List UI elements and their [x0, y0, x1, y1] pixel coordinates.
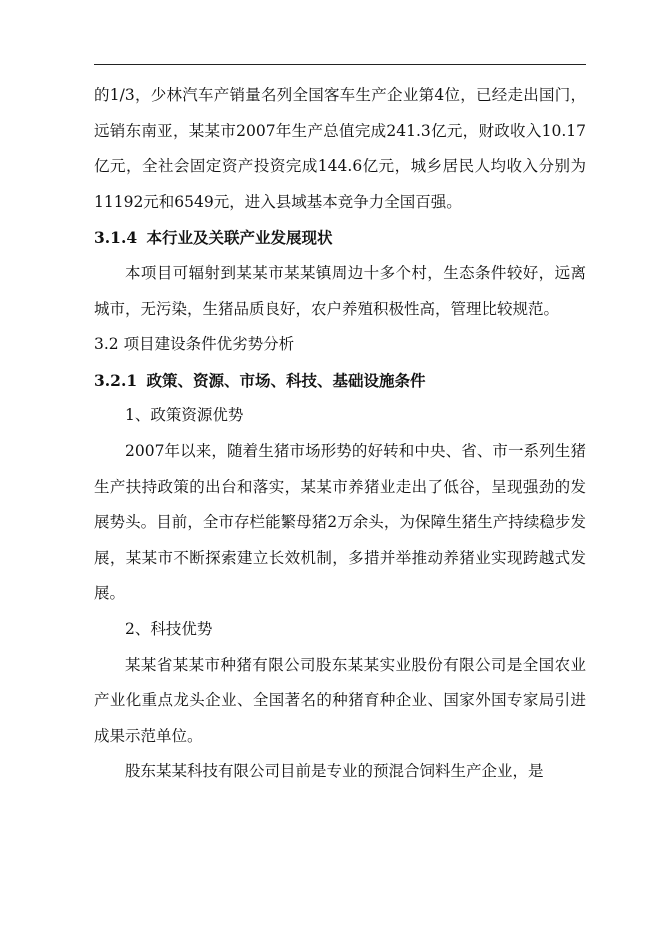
- heading-number: 3.1.4: [94, 228, 138, 248]
- list-item-technology: 2、科技优势: [125, 619, 213, 638]
- paragraph-policy: 2007年以来，随着生猪市场形势的好转和中央、省、市一系列生猪生产扶持政策的出台和落实，某某市养猪业走出了低谷，呈现强劲的发展势头。目前，全市存栏能繁母猪2万余头，为保障生猪生产持续稳步发展，某某市不断探索建立长效机制，多措并举推动养猪业实现跨越式发展。: [94, 441, 586, 603]
- heading-number: 3.2.1: [94, 370, 138, 390]
- paragraph-industry-status: 本项目可辐射到某某市某某镇周边十多个村，生态条件较好，远离城市，无污染，生猪品质良好，农户养殖积极性高，管理比较规范。: [94, 263, 586, 318]
- list-item-policy: 1、政策资源优势: [125, 406, 244, 425]
- paragraph-technology-2: 股东某某科技有限公司目前是专业的预混合饲料生产企业，是: [125, 762, 544, 781]
- paragraph-technology-1: 某某省某某市种猪有限公司股东某某实业股份有限公司是全国农业产业化重点龙头企业、全国著名的种猪育种企业、国家外国专家局引进成果示范单位。: [94, 655, 586, 745]
- heading-3-2: 3.2 项目建设条件优劣势分析: [94, 335, 295, 354]
- heading-3-1-4: [94, 220, 586, 256]
- paragraph-economy: 的1/3，少林汽车产销量名列全国客车生产企业第4位，已经走出国门，远销东南亚，某某市2007年生产总值完成241.3亿元，财政收入10.17亿元，全社会固定资产投资完成144.6亿元，城乡居民人均收入分别为11192元和6549元，进入县域基本竞争力全国百强。: [94, 86, 586, 211]
- heading-text: 政策、资源、市场、科技、基础设施条件: [146, 370, 426, 390]
- header-rule: [94, 64, 586, 65]
- heading-text: 本行业及关联产业发展现状: [146, 228, 333, 248]
- page-content: [94, 78, 586, 790]
- heading-3-2-1: [94, 363, 586, 399]
